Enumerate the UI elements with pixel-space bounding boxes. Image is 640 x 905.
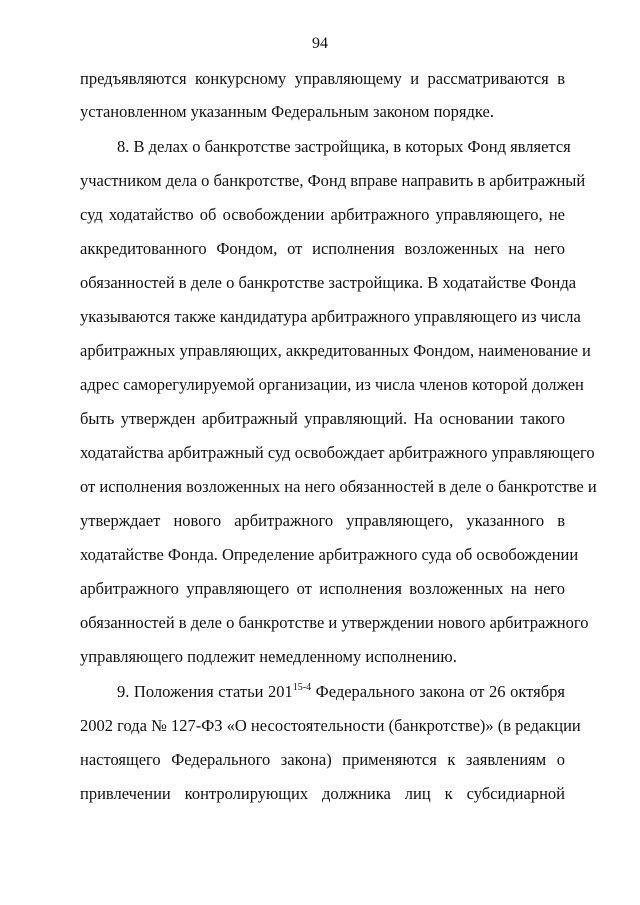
text-line: арбитражных управляющих, аккредитованных Фондом, наименование и — [80, 341, 591, 360]
text-line: предъявляются конкурсному управляющему и рассматриваются в — [80, 69, 565, 88]
text-line: участником дела о банкротстве, Фонд вправе направить в арбитражный — [80, 171, 586, 190]
text-line: установленном указанным Федеральным законом порядке. — [80, 102, 494, 121]
text-line: от исполнения возложенных на него обязанностей в деле о банкротстве и — [80, 477, 597, 496]
text-line: суд ходатайство об освобождении арбитражного управляющего, не — [80, 205, 565, 224]
text-line: ходатайстве Фонда. Определение арбитражного суда об освобождении — [80, 545, 579, 564]
text-line: ходатайства арбитражный суд освобождает арбитражного управляющего — [80, 443, 595, 462]
text-line: обязанностей в деле о банкротстве застройщика. В ходатайстве Фонда — [80, 273, 577, 292]
article-superscript: 15-4 — [292, 682, 312, 693]
text-line: настоящего Федерального закона) применяются к заявлениям о — [80, 750, 565, 769]
text-line: быть утвержден арбитражный управляющий. На основании такого — [80, 409, 565, 428]
text-line: управляющего подлежит немедленному исполнению. — [80, 647, 457, 666]
page-number: 94 — [312, 35, 328, 52]
text-fragment: 9. Положения статьи 201 — [117, 682, 293, 701]
text-line: арбитражного управляющего от исполнения возложенных на него — [80, 579, 565, 598]
text-line: указываются также кандидатура арбитражного управляющего из числа — [80, 307, 581, 326]
text-line: адрес саморегулируемой организации, из числа членов которой должен — [80, 375, 584, 394]
text-line: аккредитованного Фондом, от исполнения возложенных на него — [80, 239, 565, 258]
text-line: обязанностей в деле о банкротстве и утверждении нового арбитражного — [80, 613, 589, 632]
text-line: 2002 года № 127-ФЗ «О несостоятельности (банкротстве)» (в редакции — [80, 716, 581, 735]
text-line: утверждает нового арбитражного управляющего, указанного в — [80, 511, 565, 530]
text-line: привлечении контролирующих должника лиц к субсидиарной — [80, 784, 565, 803]
text-fragment: Федерального закона от 26 октября — [311, 682, 565, 701]
paragraph-9-start — [117, 681, 565, 703]
paragraph-8-start: 8. В делах о банкротстве застройщика, в которых Фонд является — [117, 137, 571, 156]
